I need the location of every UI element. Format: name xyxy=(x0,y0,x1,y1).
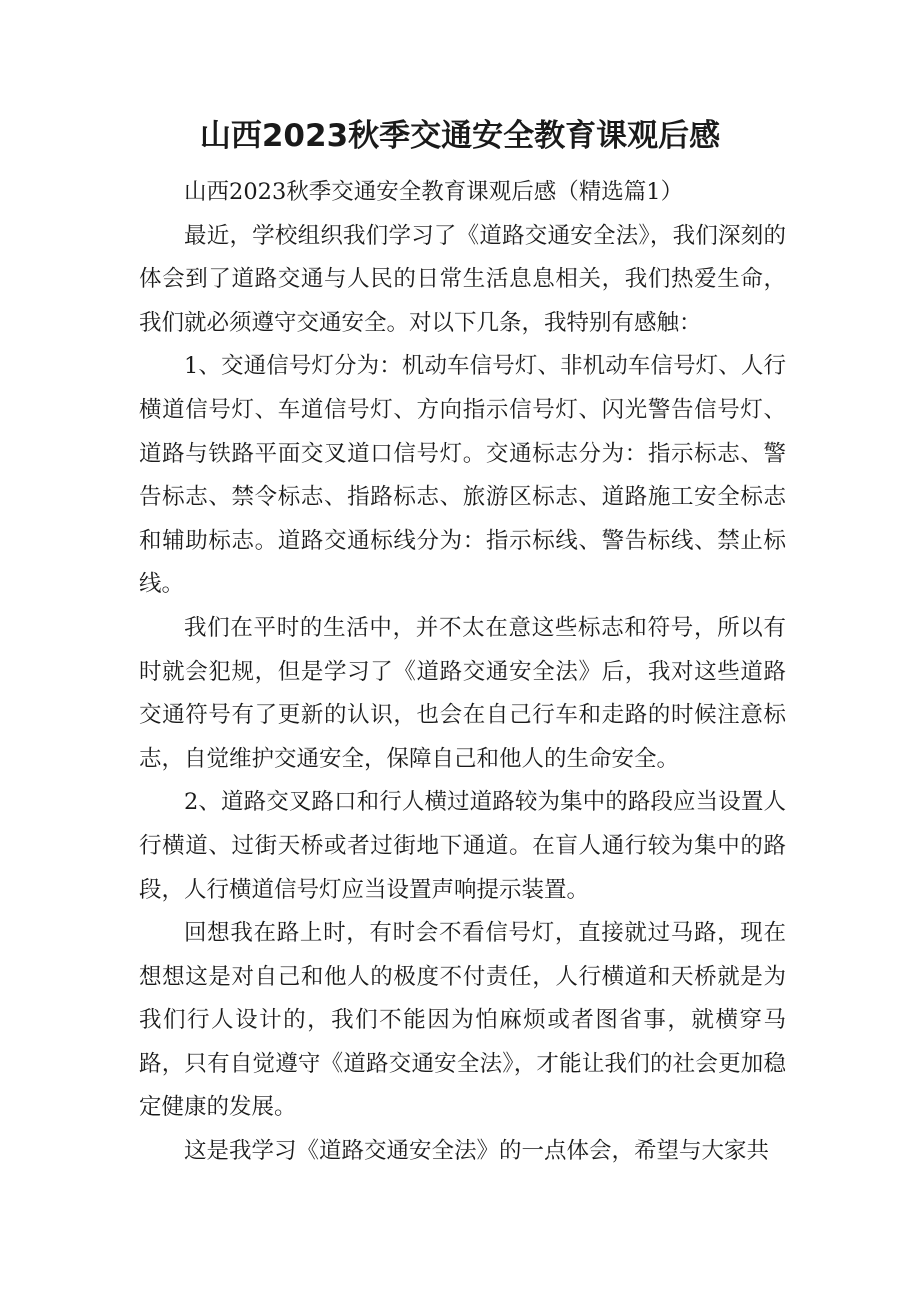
paragraph: 1、交通信号灯分为：机动车信号灯、非机动车信号灯、人行横道信号灯、车道信号灯、方向指示信号灯、闪光警告信号灯、道路与铁路平面交叉道口信号灯。交通标志分为：指示标志、警告标志、禁令标志、指路标志、旅游区标志、道路施工安全标志和辅助标志。道路交通标线分为：指示标线、警告标线、禁止标线。 xyxy=(139,353,786,598)
paragraph: 回想我在路上时，有时会不看信号灯，直接就过马路，现在想想这是对自己和他人的极度不付责任，人行横道和天桥就是为我们行人设计的，我们不能因为怕麻烦或者图省事，就横穿马路，只有自觉遵守《道路交通安全法》，才能让我们的社会更加稳定健康的发展。 xyxy=(139,920,786,1121)
paragraph: 最近，学校组织我们学习了《道路交通安全法》，我们深刻的体会到了道路交通与人民的日常生活息息相关，我们热爱生命，我们就必须遵守交通安全。对以下几条，我特别有感触： xyxy=(139,222,786,336)
paragraph-subtitle: 山西2023秋季交通安全教育课观后感（精选篇1） xyxy=(184,179,684,205)
document-body xyxy=(139,171,786,1174)
paragraph: 这是我学习《道路交通安全法》的一点体会，希望与大家共 xyxy=(184,1138,770,1165)
paragraph: 我们在平时的生活中，并不太在意这些标志和符号，所以有时就会犯规，但是学习了《道路交通安全法》后，我对这些道路交通符号有了更新的认识，也会在自己行车和走路的时候注意标志，自觉维护交通安全，保障自己和他人的生命安全。 xyxy=(139,614,786,772)
paragraph: 2、道路交叉路口和行人横过道路较为集中的路段应当设置人行横道、过街天桥或者过街地下通道。在盲人通行较为集中的路段，人行横道信号灯应当设置声响提示装置。 xyxy=(139,789,786,903)
document-title: 山西2023秋季交通安全教育课观后感 xyxy=(199,118,721,154)
